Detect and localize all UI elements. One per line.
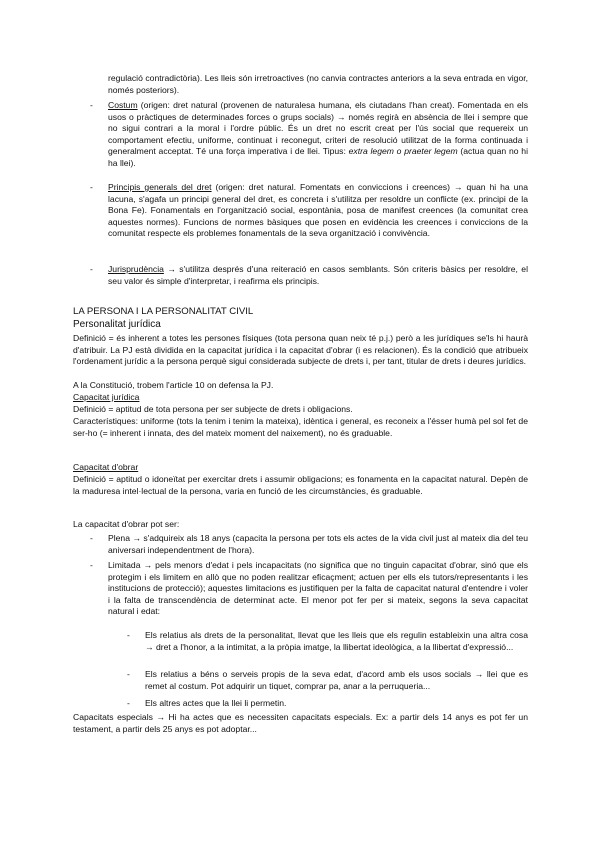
capacitat-obrar-intro: La capacitat d'obrar pot ser: <box>73 519 180 529</box>
term-principis: Principis generals del dret <box>108 182 212 192</box>
sublist-item-bens: Els relatius a béns o serveis propis de la seva edat, d'acord amb els usos socials → llei que es remet al costum. Pot adquirir un tiquet, comprar pa, anar a la perruqueria... <box>145 669 528 691</box>
capacitats-especials: Capacitats especials → Hi ha actes que es necessiten capacitats especials. Ex: a partir dels 14 anys es pot fer un testament, a partir dels 25 anys es pot adoptar... <box>73 712 528 734</box>
intro-continuation: regulació contradictòria). Les lleis són irretroactives (no canvia contractes anteriors a la seva entrada en vigor, només posteriors). <box>108 73 528 95</box>
costum-text: (origen: dret natural (provenen de naturalesa humana, els ciutadans l'han creat). Fomentada en els usos o pràctiques de determinades forces o grups socials) → només regirà en absència de llei i sempre que no sigui contrari a la moral i l'ordre públic. És un dret no escrit creat per l'ús social que requereix un comportament efectiu, uniforme, continuat i reconegut, criteri de resolució utilitzat de la forma continuada i generalment acceptat. Té una força imperativa i de llei. Tipus: <box>108 100 528 156</box>
sublist-bullet: - <box>127 669 130 679</box>
list-item-limitada: Limitada → pels menors d'edat i pels incapacitats (no significa que no tinguin capacitat d'obrar, sinó que els protegim i els limitem en allò que no poden realitzar eficaçment; actuen per ells els tutors/representants i les institucions de protecció); aquestes limitacions es justifiquen per la falta de capacitat natural d'entendre i voler i la falta de transcendència de determinat acte. El menor pot fer per si mateix, segons la seva capacitat natural i edat: <box>108 560 528 616</box>
definition-capacitat-juridica: Definició = aptitud de tota persona per ser subjecte de drets i obligacions. <box>73 404 353 414</box>
heading-capacitat-obrar: Capacitat d'obrar <box>73 462 139 472</box>
sublist-item-altres: Els altres actes que la llei li permetin. <box>145 698 287 708</box>
list-item-jurisprudencia <box>108 264 528 287</box>
characteristics-capacitat-juridica: Característiques: uniforme (tots la tenim i tenim la mateixa), idèntica i general, es reconeix a l'ésser humà pel sol fet de ser-ho (= inherent i innata, des del mateix moment del naixement), no és graduable. <box>73 416 528 438</box>
subsection-title: Personalitat jurídica <box>73 319 161 330</box>
section-title: LA PERSONA I LA PERSONALITAT CIVIL <box>73 306 254 317</box>
costum-after: (actua quan no hi ha llei). <box>108 146 528 168</box>
term-costum: Costum <box>108 100 138 110</box>
sublist-bullet: - <box>127 698 130 708</box>
list-bullet: - <box>90 533 93 543</box>
list-bullet: - <box>90 182 93 192</box>
definition-personalitat: Definició = és inherent a totes les persones físiques (tota persona quan neix té p.j.) però a les jurídiques se'ls hi haurà d'atribuir. La PJ està dividida en la capacitat jurídica i la capacitat d'obrar (i es relacionen). És la condició que atribueix l'ordenament jurídic a la persona perquè sigui considerada subjecte de drets i, per tant, titular de drets i deures jurídics. <box>73 333 528 366</box>
definition-capacitat-obrar: Definició = aptitud o idoneïtat per exercitar drets i assumir obligacions; es fonamenta en la capacitat natural. Depèn de la maduresa intel·lectual de la persona, varia en funció de les circumstàncies, és graduable. <box>73 474 528 496</box>
list-bullet: - <box>90 264 93 274</box>
list-item-principis <box>108 182 528 240</box>
list-bullet: - <box>90 560 93 570</box>
sublist-bullet: - <box>127 630 130 640</box>
list-bullet: - <box>90 100 93 110</box>
costum-italic: extra legem o praeter legem <box>348 146 458 156</box>
heading-capacitat-juridica: Capacitat jurídica <box>73 392 140 402</box>
list-item-plena: Plena → s'adquireix als 18 anys (capacita la persona per tots els actes de la vida civil just al mateix dia del teu aniversari independentment de l'hora). <box>108 533 528 555</box>
list-item-costum <box>108 100 528 169</box>
term-jurisprudencia: Jurisprudència <box>108 264 164 274</box>
sublist-item-personalitat: Els relatius als drets de la personalitat, llevat que les lleis que els regulin estableixin una altra cosa → dret a l'honor, a la intimitat, a la pròpia imatge, la llibertat ideològica, a la llibertat d'expressió... <box>145 630 528 652</box>
constitution-line: A la Constitució, trobem l'article 10 on defensa la PJ. <box>73 380 274 390</box>
principis-text: (origen: dret natural. Fomentats en conviccions i creences) → quan hi ha una lacuna, s'agafa un principi general del dret, es concreta i s'utilitza per resoldre un conflicte (ex. principi de la Bona Fe). Fonamentals en l'organització social, espontània, posa de manifest creences (la comunitat crea aquestes normes). Funcions de normes bàsiques que posen en evidència les creences i conviccions de la comunitat respecte els problemes fonamentals de la seva organització i convivència. <box>108 182 528 238</box>
jurisprudencia-text: → s'utilitza després d'una reiteració en casos semblants. Són criteris bàsics per resoldre, el seu valor és simple d'interpretar, i reafirma els principis. <box>108 264 528 286</box>
